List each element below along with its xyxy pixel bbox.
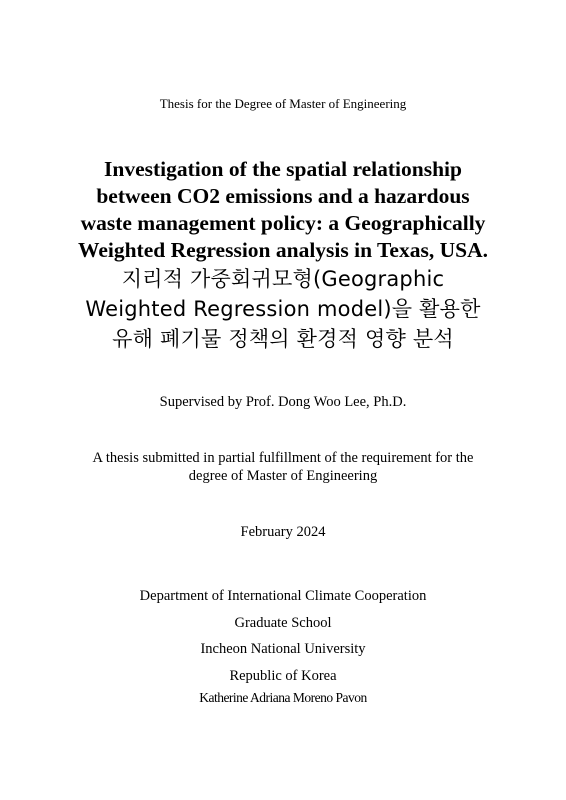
submission-statement xyxy=(0,449,566,485)
author-name: Katherine Adriana Moreno Pavon xyxy=(199,690,367,705)
korean-title-line: 지리적 가중회귀모형(Geographic xyxy=(121,267,445,291)
university-name: Incheon National University xyxy=(200,641,366,658)
korean-title-line: 유해 폐기물 정책의 환경적 영향 분석 xyxy=(112,327,454,351)
submission-line: A thesis submitted in partial fulfillment of the requirement for the xyxy=(92,450,474,466)
supervisor-line: Supervised by Prof. Dong Woo Lee, Ph.D. xyxy=(159,394,407,410)
submission-line: degree of Master of Engineering xyxy=(188,468,378,484)
english-title-line: Weighted Regression analysis in Texas, USA. xyxy=(78,238,488,262)
korean-title xyxy=(0,264,566,354)
english-title-line: between CO2 emissions and a hazardous xyxy=(96,184,470,208)
country-name: Republic of Korea xyxy=(229,668,337,685)
english-title xyxy=(0,156,566,264)
school-name: Graduate School xyxy=(234,614,332,631)
degree-line: Thesis for the Degree of Master of Engineering xyxy=(159,96,407,111)
department-name: Department of International Climate Cooperation xyxy=(139,588,427,604)
english-title-line: Investigation of the spatial relationship xyxy=(104,157,462,181)
korean-title-line: Weighted Regression model)을 활용한 xyxy=(85,297,481,321)
affiliation-block xyxy=(0,583,566,690)
english-title-line: waste management policy: a Geographically xyxy=(80,211,486,235)
submission-date: February 2024 xyxy=(240,524,326,540)
